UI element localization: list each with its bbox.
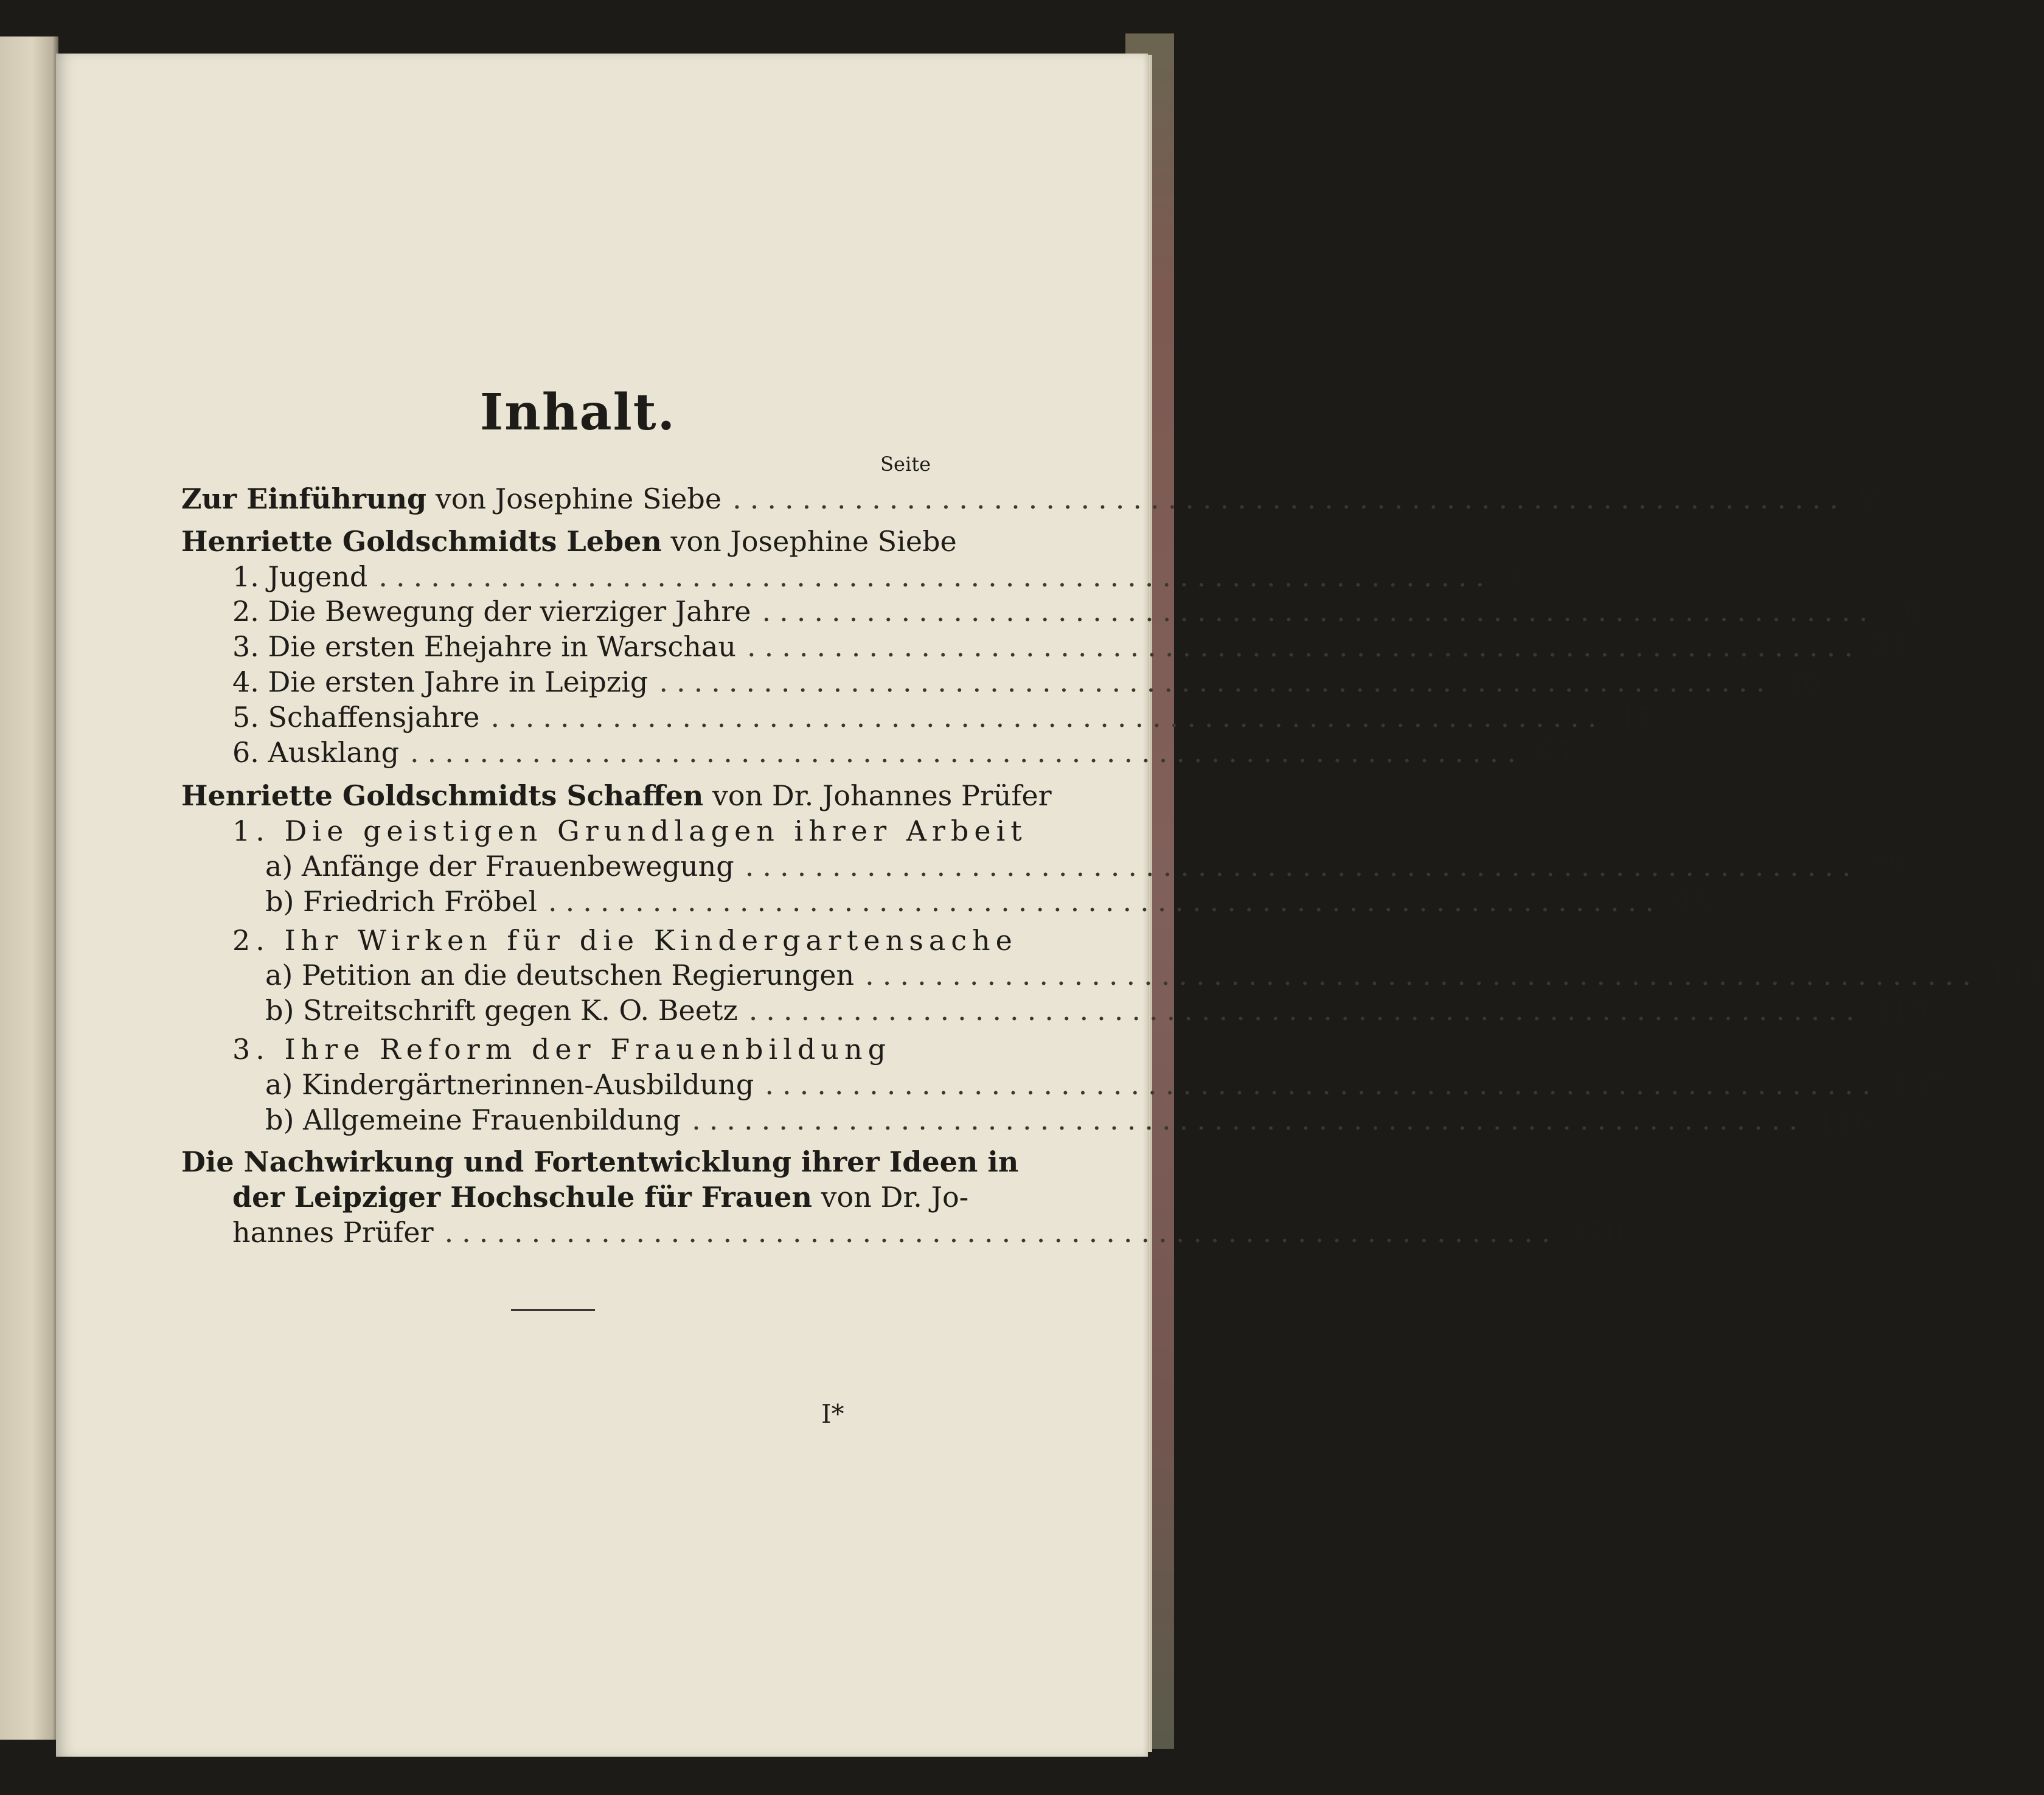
toc-page-number: 137 — [1890, 1068, 1944, 1101]
page-column-label: Seite — [880, 453, 931, 476]
toc-section-title: der Leipziger Hochschule für Frauen — [232, 1181, 812, 1213]
toc-section-author: von Dr. Jo- — [812, 1181, 969, 1213]
toc-section-heading-nachwirkung: Die Nachwirkung und Fortentwicklung ihrer Ideen in — [181, 1145, 1019, 1178]
toc-entry-label: b) Streitschrift gegen K. O. Beetz — [265, 994, 738, 1027]
toc-entry-label: a) Anfänge der Frauenbewegung — [265, 850, 734, 883]
toc-section-heading-schaffen — [181, 777, 1052, 814]
toc-subheading: 3. Ihre Reform der Frauenbildung — [232, 1033, 892, 1066]
page-title: Inhalt. — [479, 383, 676, 442]
toc-entry — [265, 848, 1907, 884]
toc-entry-introduction — [181, 481, 1879, 517]
toc-page-number: 16 — [1887, 595, 1923, 628]
toc-page-number: 36 — [1784, 665, 1820, 698]
toc-entry — [265, 957, 2044, 993]
closing-rule — [511, 1309, 595, 1311]
toc-entry-label: 3. Die ersten Ehejahre in Warschau — [232, 630, 736, 663]
toc-entry-label: b) Allgemeine Frauenbildung — [265, 1103, 681, 1136]
toc-page-number: 93 — [1673, 885, 1709, 918]
dot-leader: ................................................................ — [762, 595, 1877, 628]
toc-page-number: 27 — [1872, 630, 1908, 663]
toc-section-author: von Josephine Siebe — [661, 525, 957, 558]
dot-leader: ................................................................ — [865, 959, 1980, 991]
toc-subheading: 1. Die geistigen Grundlagen ihrer Arbeit — [232, 814, 1027, 847]
dot-leader: ................................................................ — [747, 630, 1861, 663]
dot-leader: ................................................................ — [659, 665, 1774, 698]
toc-page-number: 170 — [1569, 1216, 1624, 1249]
toc-entry — [265, 992, 1928, 1029]
toc-entry — [265, 1066, 1944, 1103]
dot-leader: ................................................................ — [378, 560, 1493, 593]
toc-entry-label: Zur Einführung — [181, 482, 427, 515]
dot-leader: ................................................................ — [444, 1216, 1559, 1249]
dot-leader: ................................................................ — [745, 850, 1860, 883]
toc-section-heading-leben — [181, 523, 957, 560]
toc-entry-label: b) Friedrich Fröbel — [265, 885, 537, 918]
dot-leader: ................................................................ — [410, 736, 1524, 769]
toc-entry-label: a) Petition an die deutschen Regierungen — [265, 959, 855, 991]
toc-page-number: 45 — [1616, 701, 1652, 734]
toc-entry-label: a) Kindergärtnerinnen-Ausbildung — [265, 1068, 754, 1101]
toc-section-author: von Dr. Johannes Prüfer — [703, 779, 1052, 812]
toc-section-title: Henriette Goldschmidts Leben — [181, 525, 662, 558]
toc-section-title: Henriette Goldschmidts Schaffen — [181, 779, 704, 812]
toc-page-number: 65 — [1535, 736, 1571, 769]
toc-entry — [232, 699, 1652, 735]
left-page-edge — [0, 36, 58, 1740]
dot-leader: ................................................................ — [732, 482, 1847, 515]
toc-entry — [265, 883, 1709, 920]
dot-leader: ................................................................ — [548, 885, 1663, 918]
toc-entry-label: 1. Jugend — [232, 560, 368, 593]
toc-page-number: 146 — [1816, 1103, 1871, 1136]
toc-entry-label: hannes Prüfer — [232, 1216, 434, 1249]
toc-entry — [232, 734, 1571, 771]
toc-entry — [232, 558, 1522, 595]
dot-leader: ................................................................ — [490, 701, 1605, 734]
toc-page-number: 75 — [1870, 850, 1907, 883]
toc-page-number: V — [1857, 482, 1879, 515]
toc-entry-label: 6. Ausklang — [232, 736, 400, 769]
toc-page-number: 111 — [1990, 959, 2044, 991]
toc-entry-author: von Josephine Siebe — [426, 482, 722, 515]
toc-page-number: 119 — [1874, 994, 1928, 1027]
toc-page-number: 3 — [1504, 560, 1522, 593]
toc-entry — [232, 1214, 1624, 1251]
dot-leader: ................................................................ — [765, 1068, 1880, 1101]
toc-entry — [232, 664, 1820, 700]
toc-entry-label: 4. Die ersten Jahre in Leipzig — [232, 665, 648, 698]
dot-leader: ................................................................ — [748, 994, 1863, 1027]
toc-section-heading-continued — [232, 1179, 968, 1215]
toc-entry — [265, 1102, 1871, 1138]
toc-entry-label: 2. Die Bewegung der vierziger Jahre — [232, 595, 751, 628]
folio-mark: I* — [821, 1399, 844, 1429]
toc-subheading: 2. Ihr Wirken für die Kindergartensache — [232, 924, 1018, 957]
toc-entry — [232, 593, 1923, 630]
toc-entry — [232, 628, 1908, 665]
toc-entry-label: 5. Schaffensjahre — [232, 701, 480, 734]
dot-leader: ................................................................ — [692, 1103, 1806, 1136]
